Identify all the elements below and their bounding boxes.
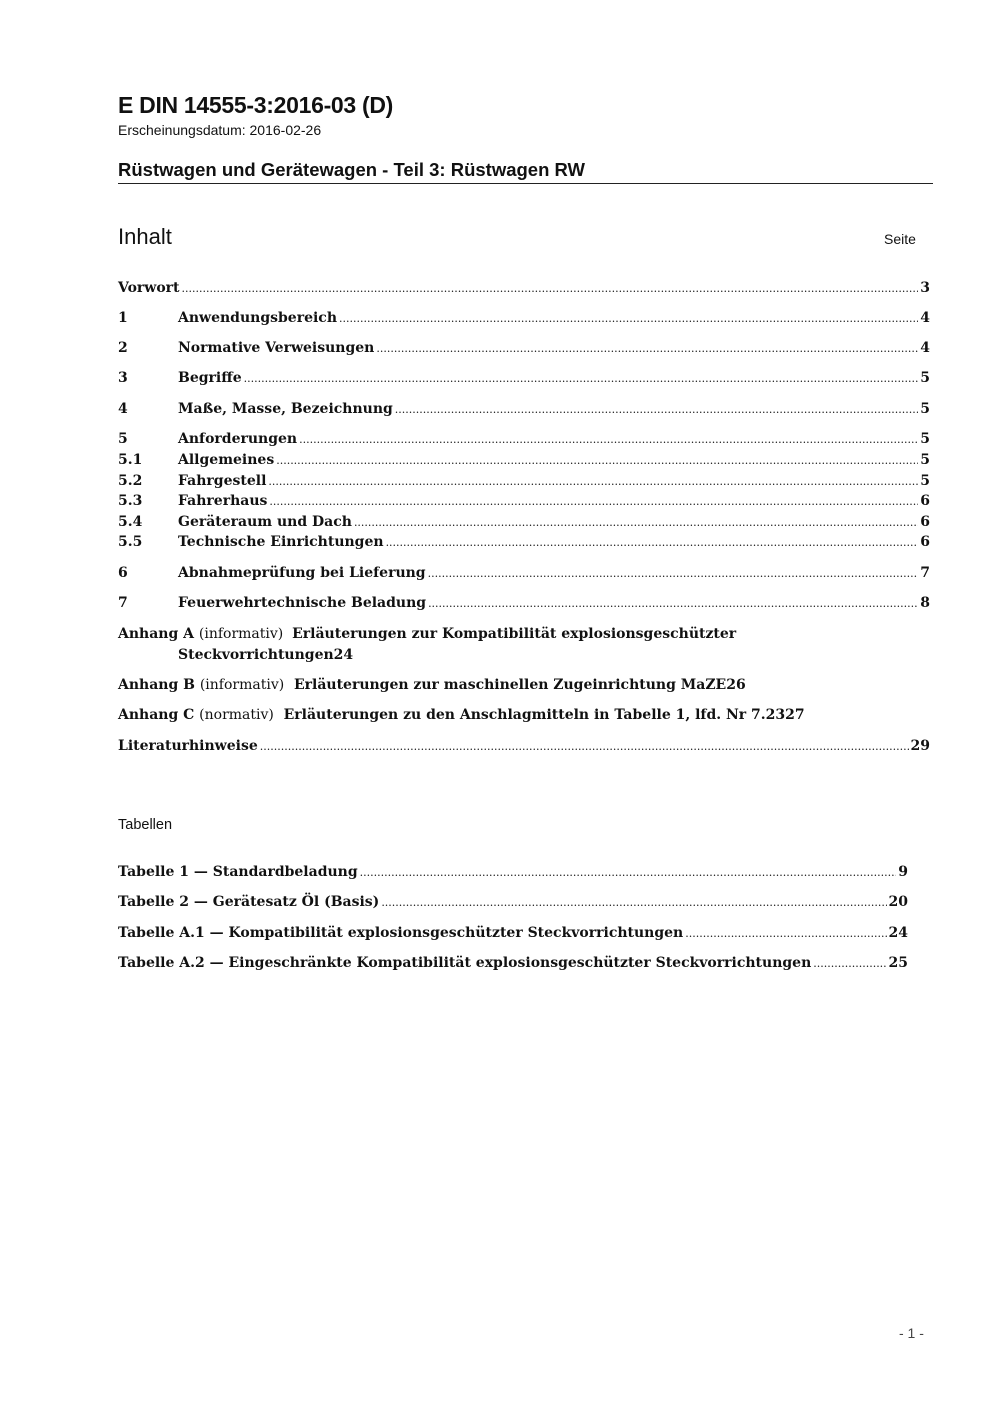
annex-kind: (informativ) xyxy=(199,677,285,693)
publication-date: Erscheinungsdatum: 2016-02-26 xyxy=(118,122,322,138)
leader-dots xyxy=(360,864,897,880)
toc-entry-page: 7 xyxy=(920,565,930,581)
table-entry-label: Tabelle 1 — Standardbeladung xyxy=(118,864,358,880)
toc-entry-page: 27 xyxy=(785,707,805,723)
toc-entry-number: 3 xyxy=(118,370,128,386)
toc-entry[interactable] xyxy=(118,340,930,361)
toc-entry[interactable] xyxy=(118,493,930,514)
leader-dots xyxy=(354,514,918,530)
annex-label: Erläuterungen zur Kompatibilität explosionsgeschützter xyxy=(292,626,737,642)
toc-entry-label: Fahrerhaus xyxy=(178,493,268,509)
toc-entry-label: Maße, Masse, Bezeichnung xyxy=(178,401,393,417)
annex-label-continued: Steckvorrichtungen xyxy=(178,647,334,663)
toc-entry[interactable] xyxy=(118,370,930,391)
toc-entry-number: 6 xyxy=(118,565,128,581)
toc-entry-label: Anwendungsbereich xyxy=(178,310,337,326)
annex-prefix: Anhang B xyxy=(118,677,195,693)
toc-entry[interactable] xyxy=(118,534,930,555)
toc-entry-number: 5.4 xyxy=(118,513,143,530)
leader-dots xyxy=(268,473,918,489)
table-entry-label: Tabelle A.2 — Eingeschränkte Kompatibilität explosionsgeschützter Steckvorrichtungen xyxy=(118,955,812,971)
toc-annex-a[interactable] xyxy=(118,626,930,668)
leader-dots xyxy=(276,452,918,468)
tables-heading: Tabellen xyxy=(118,817,173,833)
toc-entry-number: 5.1 xyxy=(118,452,143,468)
toc-annex-c[interactable] xyxy=(118,707,930,728)
toc-annex-b[interactable] xyxy=(118,677,930,698)
table-entry-page: 24 xyxy=(888,925,908,941)
toc-entry-number: 5.2 xyxy=(118,472,143,489)
toc-entry-page: 5 xyxy=(920,370,930,386)
toc-entry-label: Allgemeines xyxy=(178,452,275,468)
title-divider xyxy=(118,183,933,184)
toc-entry-number: 5.3 xyxy=(118,493,143,509)
toc-entry-page: 3 xyxy=(920,280,930,296)
annex-label: Erläuterungen zur maschinellen Zugeinrichtung MaZE xyxy=(293,677,727,693)
table-list-entry[interactable] xyxy=(118,894,908,915)
toc-entry-page: 4 xyxy=(920,310,930,326)
toc-entry-number: 4 xyxy=(118,401,128,417)
annex-kind: (informativ) xyxy=(198,626,284,642)
leader-dots xyxy=(376,340,918,356)
document-code: E DIN 14555-3:2016-03 (D) xyxy=(118,92,394,118)
table-list-entry[interactable] xyxy=(118,955,908,976)
toc-entry-number: 7 xyxy=(118,595,128,611)
table-list-entry[interactable] xyxy=(118,864,908,885)
leader-dots xyxy=(182,280,919,296)
toc-entry-page: 8 xyxy=(920,595,930,611)
toc-entry-number: 5.5 xyxy=(118,534,143,550)
leader-dots xyxy=(339,310,918,326)
toc-entry-label: Geräteraum und Dach xyxy=(178,513,352,530)
document-title: Rüstwagen und Gerätewagen - Teil 3: Rüstwagen RW xyxy=(118,159,586,180)
leader-dots xyxy=(269,493,918,509)
toc-entry-page: 26 xyxy=(726,677,746,693)
toc-entry[interactable] xyxy=(118,431,930,452)
toc-entry-page: 29 xyxy=(910,738,930,754)
table-entry-label: Tabelle 2 — Gerätesatz Öl (Basis) xyxy=(118,894,380,910)
toc-entry[interactable] xyxy=(118,565,930,586)
toc-entry[interactable] xyxy=(118,401,930,422)
toc-entry-page: 5 xyxy=(920,401,930,417)
toc-entry-label: Technische Einrichtungen xyxy=(178,534,384,550)
toc-entry-number: 2 xyxy=(118,340,128,356)
toc-entry[interactable] xyxy=(118,514,930,535)
page-column-label: Seite xyxy=(884,231,916,247)
toc-entry-page: 24 xyxy=(333,647,354,663)
toc-entry-page: 6 xyxy=(920,513,930,530)
table-list-entry[interactable] xyxy=(118,925,908,946)
toc-entry[interactable] xyxy=(118,473,930,494)
toc-entry-label: Abnahmeprüfung bei Lieferung xyxy=(178,565,426,581)
leader-dots xyxy=(428,595,918,611)
leader-dots xyxy=(395,401,918,417)
annex-kind: (normativ) xyxy=(199,707,274,723)
leader-dots xyxy=(386,534,919,550)
toc-entry-page: 4 xyxy=(920,340,930,356)
leader-dots xyxy=(685,925,886,941)
toc-entry-label: Anforderungen xyxy=(178,431,298,447)
leader-dots xyxy=(260,738,909,754)
toc-entry[interactable] xyxy=(118,595,930,616)
toc-entry-label: Literaturhinweise xyxy=(118,738,258,754)
table-entry-label: Tabelle A.1 — Kompatibilität explosionsgeschützter Steckvorrichtungen xyxy=(118,925,684,941)
toc-entry-foreword[interactable] xyxy=(118,280,930,301)
toc-entry-label: Fahrgestell xyxy=(178,472,267,489)
table-entry-page: 9 xyxy=(898,864,908,880)
toc-entry-page: 6 xyxy=(920,534,930,550)
toc-heading: Inhalt xyxy=(118,224,172,249)
table-entry-page: 20 xyxy=(888,894,908,910)
toc-entry-page: 5 xyxy=(920,472,930,489)
leader-dots xyxy=(813,955,886,971)
leader-dots xyxy=(299,431,918,447)
leader-dots xyxy=(244,370,919,386)
toc-entry[interactable] xyxy=(118,310,930,331)
toc-entry-label: Vorwort xyxy=(118,280,180,296)
leader-dots xyxy=(428,565,919,581)
toc-entry[interactable] xyxy=(118,452,930,473)
toc-entry-number: 5 xyxy=(118,431,128,447)
toc-entry-label: Normative Verweisungen xyxy=(178,340,375,356)
toc-section-group xyxy=(118,431,930,555)
annex-label: Erläuterungen zu den Anschlagmitteln in Tabelle 1, lfd. Nr 7.23 xyxy=(283,707,786,723)
toc-entry-label: Feuerwehrtechnische Beladung xyxy=(178,595,427,611)
annex-prefix: Anhang A xyxy=(118,626,194,642)
toc-entry-number: 1 xyxy=(118,310,128,326)
toc-entry-page: 5 xyxy=(920,431,930,447)
annex-prefix: Anhang C xyxy=(118,707,195,723)
toc-entry-page: 6 xyxy=(920,493,930,509)
table-entry-page: 25 xyxy=(888,955,908,971)
toc-entry-page: 5 xyxy=(920,452,930,468)
toc-entry-bibliography[interactable] xyxy=(118,738,930,759)
leader-dots xyxy=(381,894,886,910)
page-number: - 1 - xyxy=(899,1325,924,1341)
toc-entry-label: Begriffe xyxy=(178,370,242,386)
